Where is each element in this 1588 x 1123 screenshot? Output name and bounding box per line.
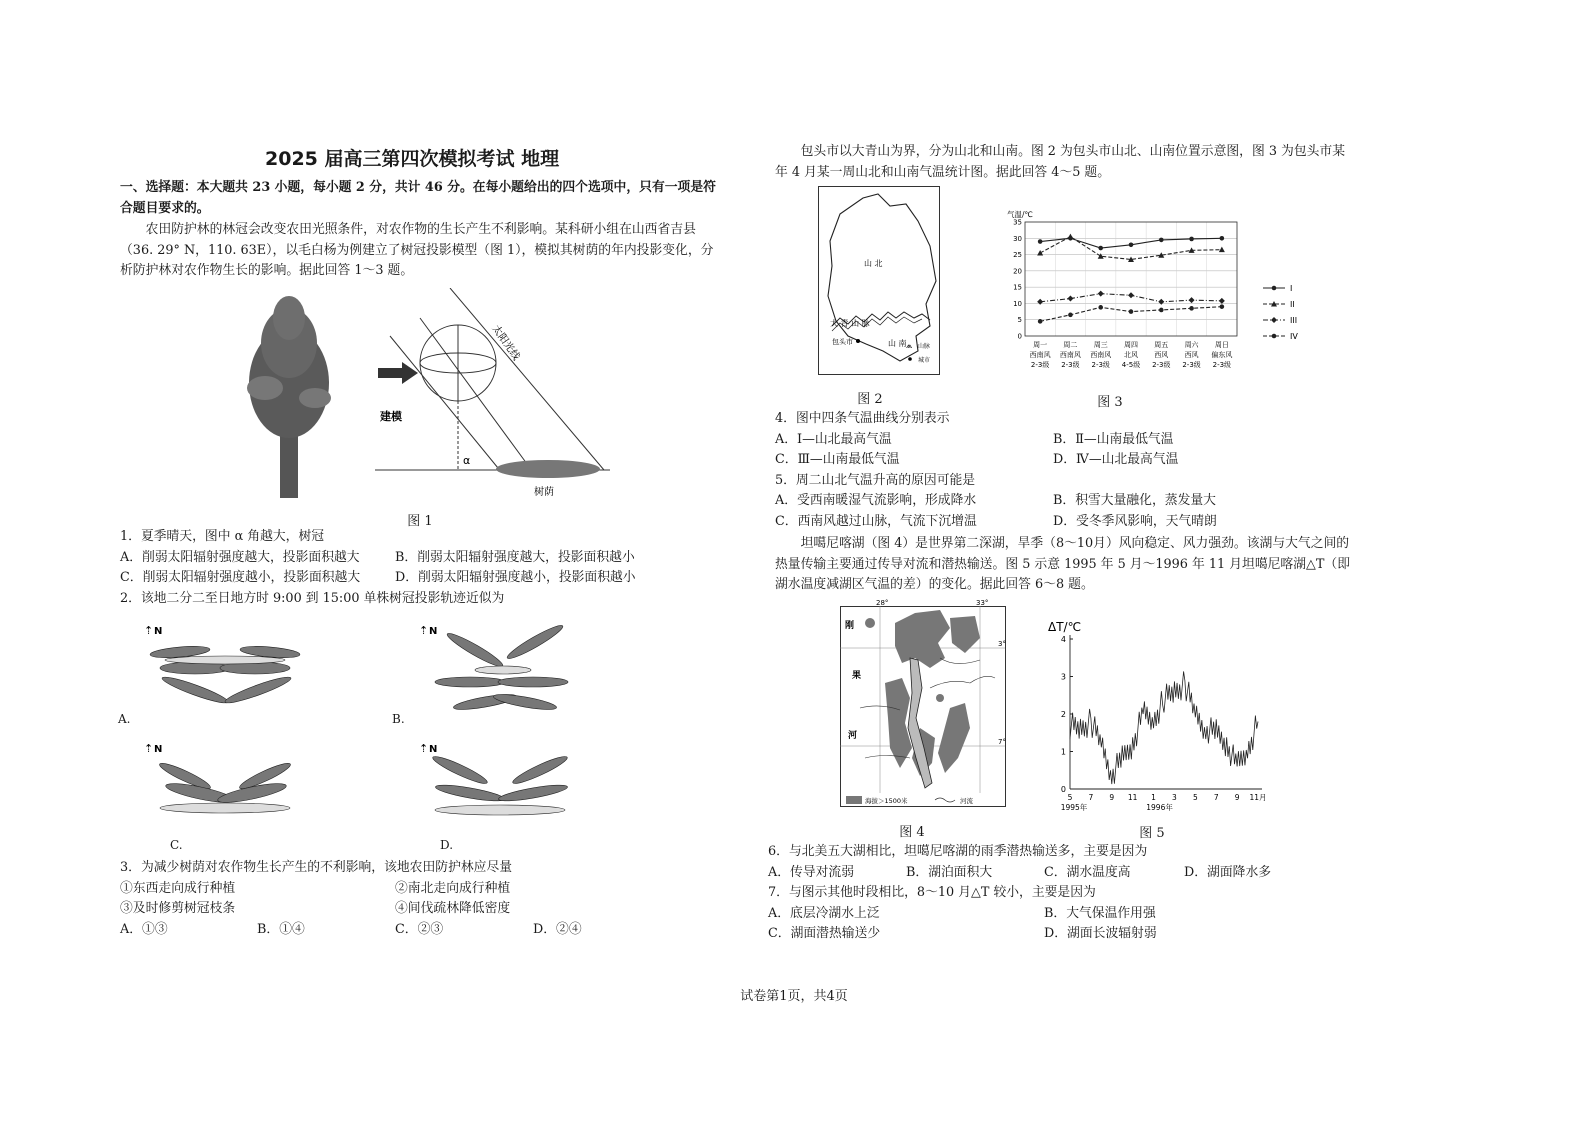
build-label: 建模 xyxy=(380,410,402,423)
q5-option-d[interactable]: D．受冬季风影响，天气晴朗 xyxy=(1053,513,1217,529)
x-tick-label: 周五 xyxy=(1154,341,1169,349)
x-tick-label: 2-3级 xyxy=(1182,361,1201,369)
x-tick-label: 周四 xyxy=(1124,341,1138,349)
data-point xyxy=(1038,239,1043,244)
data-point xyxy=(1098,305,1103,310)
data-point xyxy=(1068,313,1073,318)
crown-sphere xyxy=(420,325,496,401)
x-tick-label: 周日 xyxy=(1214,341,1229,349)
altitude-legend-label: 海拔＞1500米 xyxy=(865,797,908,805)
shade-label: 树荫 xyxy=(534,487,554,498)
q2-label-d: D. xyxy=(440,838,454,852)
alpha-label: α xyxy=(463,454,471,467)
year-label: 1995年 xyxy=(1060,803,1088,812)
q4-option-a[interactable]: A．Ⅰ—山北最高气温 xyxy=(775,431,892,447)
q6-option-d[interactable]: D．湖面降水多 xyxy=(1184,864,1272,880)
data-point xyxy=(1220,236,1225,241)
y-tick-label: 0 xyxy=(1060,785,1066,794)
mountain-legend-label: 山脉 xyxy=(918,343,931,350)
north-label: N xyxy=(154,744,163,755)
q3-option-b[interactable]: B．①④ xyxy=(257,921,305,937)
y-tick-label: 35 xyxy=(1013,218,1022,227)
question-1 xyxy=(120,527,725,609)
region-north-label: 山 北 xyxy=(864,259,883,268)
question-2-stem: 2．该地二分二至日地方时 9:00 到 15:00 单株树冠投影轨迹近似为 xyxy=(120,590,505,606)
y-tick-label: 1 xyxy=(1060,747,1066,757)
section-heading: 一、选择题：本大题共 23 小题，每小题 2 分，共计 46 分。在每小题给出的四个选项中，只有一项是符合题目要求的。 xyxy=(120,180,716,216)
page-title: 2025 届高三第四次模拟考试 地理 xyxy=(265,148,560,170)
q7-option-a[interactable]: A．底层冷湖水上泛 xyxy=(768,905,880,921)
region-label-3: 河 xyxy=(848,731,858,741)
intro-paragraph-1: 农田防护林的林冠会改变农田光照条件，对农作物的生长产生不利影响。某科研小组在山西省吉县（36. 29° N，110. 63E），以毛白杨为例建立了树冠投影模型（图 1），模拟其树荫的年内投影变化，分析防护林对农作物生长的影响。据此回答 1～3 题。 xyxy=(120,222,714,278)
data-point xyxy=(1129,243,1134,248)
x-tick-label: 西南风 xyxy=(1059,351,1081,359)
q2-diagram-c[interactable] xyxy=(140,738,310,828)
series-line-II xyxy=(1040,237,1222,260)
north-arrow-icon: ⇡ xyxy=(419,742,429,755)
x-tick-label: 2-3级 xyxy=(1212,361,1232,369)
tree-illustration xyxy=(247,296,331,498)
y-tick-label: 10 xyxy=(1013,299,1022,308)
data-point xyxy=(1128,292,1134,298)
north-arrow-icon: ⇡ xyxy=(144,742,154,755)
figure-3-caption: 图 3 xyxy=(1097,395,1123,410)
q3-statement-3: ③及时修剪树冠枝条 xyxy=(120,901,236,916)
data-point xyxy=(1067,296,1073,302)
legend-label: I xyxy=(1290,284,1293,293)
y-tick-label: 2 xyxy=(1060,710,1066,719)
question-7-stem: 7．与图示其他时段相比，8～10 月△T 较小，主要是因为 xyxy=(768,885,1096,900)
data-point xyxy=(1158,299,1164,305)
q4-option-b[interactable]: B．Ⅱ—山南最低气温 xyxy=(1053,431,1174,447)
q7-option-c[interactable]: C．湖面潜热输送少 xyxy=(768,926,881,941)
question-4-5 xyxy=(775,409,1355,532)
north-label: N xyxy=(154,626,163,637)
q4-option-c[interactable]: C．Ⅲ—山南最低气温 xyxy=(775,452,900,467)
figure-2-caption: 图 2 xyxy=(857,392,883,407)
x-tick-label: 1 xyxy=(1151,793,1156,802)
city-label: 包头市 xyxy=(832,338,853,346)
q6-option-a[interactable]: A．传导对流弱 xyxy=(768,864,855,880)
q1-option-b[interactable]: B．削弱太阳辐射强度越大，投影面积越小 xyxy=(395,549,635,565)
y-tick-label: 25 xyxy=(1013,251,1022,260)
y-axis-label: ΔT/℃ xyxy=(1048,620,1082,634)
figure-5-chart xyxy=(1040,615,1280,815)
q2-label-b: B. xyxy=(392,712,405,726)
tree-shade xyxy=(496,460,600,478)
lon-label-2: 33° xyxy=(976,599,989,607)
q2-diagram-b[interactable] xyxy=(415,620,585,715)
city-marker xyxy=(856,339,860,343)
north-label: N xyxy=(429,744,438,755)
figure-3-chart xyxy=(1005,208,1315,383)
x-tick-label: 5 xyxy=(1067,793,1073,802)
north-label: N xyxy=(429,626,438,637)
figure-1 xyxy=(230,288,620,503)
y-axis-label: 气温/℃ xyxy=(1007,210,1033,219)
data-point xyxy=(1219,247,1225,253)
x-tick-label: 7 xyxy=(1088,793,1094,802)
data-point xyxy=(1038,319,1043,324)
question-1-stem: 1．夏季晴天，图中 α 角越大，树冠 xyxy=(120,529,325,544)
q3-option-c[interactable]: C．②③ xyxy=(395,921,444,937)
build-arrow xyxy=(378,362,418,384)
data-point xyxy=(1037,250,1043,256)
x-tick-label: 2-3级 xyxy=(1061,361,1080,369)
q2-label-a: A. xyxy=(118,712,131,726)
figure-5-caption: 图 5 xyxy=(1139,826,1165,841)
x-tick-label: 2-3级 xyxy=(1152,361,1171,369)
x-tick-label: 西南风 xyxy=(1090,351,1112,359)
city-legend-icon xyxy=(908,357,912,361)
q7-option-b[interactable]: B．大气保温作用强 xyxy=(1044,905,1156,921)
lat-label-1: 3° xyxy=(998,640,1006,648)
legend-label: II xyxy=(1290,300,1295,309)
y-tick-label: 4 xyxy=(1060,635,1066,644)
question-4-stem: 4．图中四条气温曲线分别表示 xyxy=(775,411,950,426)
region-south-label: 山 南 xyxy=(888,339,907,348)
delta-t-series-line xyxy=(1070,671,1258,784)
legend-marker xyxy=(1272,334,1277,339)
x-tick-label: 周二 xyxy=(1063,341,1078,349)
q3-statement-2: ②南北走向成行种植 xyxy=(395,880,511,896)
x-tick-label: 西风 xyxy=(1184,351,1199,359)
q3-option-a[interactable]: A．①③ xyxy=(120,921,168,937)
data-point xyxy=(1189,306,1194,311)
x-tick-label: 2-3级 xyxy=(1091,361,1110,369)
x-tick-label: 2-3级 xyxy=(1030,361,1050,369)
q2-label-c: C. xyxy=(170,838,183,852)
figure-4-caption: 图 4 xyxy=(899,825,925,840)
north-arrow-icon: ⇡ xyxy=(144,624,154,637)
y-tick-label: 30 xyxy=(1013,234,1022,243)
x-tick-label: 11月 xyxy=(1249,793,1267,802)
q3-statement-1: ①东西走向成行种植 xyxy=(120,880,236,896)
question-6-7 xyxy=(768,842,1358,945)
question-6-stem: 6．与北美五大湖相比，坦噶尼喀湖的雨季潜热输送多，主要是因为 xyxy=(768,844,1148,859)
data-point xyxy=(1189,237,1194,242)
lon-label-1: 28° xyxy=(876,599,889,607)
y-tick-label: 3 xyxy=(1060,672,1066,682)
data-point xyxy=(1159,308,1164,313)
data-point xyxy=(1219,298,1225,304)
lat-label-2: 7° xyxy=(998,738,1006,746)
question-3 xyxy=(120,858,725,940)
mountain-legend-icon: ⩕ xyxy=(906,341,913,350)
y-tick-label: 5 xyxy=(1017,316,1022,325)
x-tick-label: 9 xyxy=(1234,793,1240,802)
x-tick-label: 9 xyxy=(1109,793,1115,802)
x-tick-label: 3 xyxy=(1172,793,1177,802)
x-tick-label: 周六 xyxy=(1184,341,1199,349)
intro-paragraph-2: 包头市以大青山为界，分为山北和山南。图 2 为包头市山北、山南位置示意图，图 3 为包头市某年 4 月某一周山北和山南气温统计图。据此回答 4～5 题。 xyxy=(775,144,1346,180)
q5-option-b[interactable]: B．积雪大量融化，蒸发量大 xyxy=(1053,493,1216,508)
q1-option-d[interactable]: D．削弱太阳辐射强度越小，投影面积越小 xyxy=(395,570,636,585)
mountain-label: 大 青 山 脉 xyxy=(830,319,870,328)
data-point xyxy=(1159,238,1164,243)
x-tick-label: 北风 xyxy=(1124,351,1138,359)
legend-marker xyxy=(1271,317,1277,323)
q1-option-a[interactable]: A．削弱太阳辐射强度越大，投影面积越大 xyxy=(120,549,360,565)
sun-ray-label: 太阳光线 xyxy=(489,323,522,363)
altitude-legend-icon xyxy=(846,796,862,804)
series-line-IV xyxy=(1040,307,1222,322)
data-point xyxy=(1098,246,1103,251)
data-point xyxy=(1220,304,1225,309)
data-point xyxy=(1037,299,1043,305)
q3-option-d[interactable]: D．②④ xyxy=(533,921,582,937)
region-label-2: 果 xyxy=(852,671,862,681)
q7-option-d[interactable]: D．湖面长波辐射弱 xyxy=(1044,926,1157,941)
question-5-stem: 5．周二山北气温升高的原因可能是 xyxy=(775,472,976,488)
city-legend-label: 城市 xyxy=(918,357,931,364)
q5-option-a[interactable]: A．受西南暖湿气流影响，形成降水 xyxy=(775,493,977,508)
x-tick-label: 西南风 xyxy=(1029,351,1051,359)
data-point xyxy=(1067,234,1073,240)
x-tick-label: 周三 xyxy=(1093,341,1108,349)
region-label-1: 刚 xyxy=(845,621,855,631)
x-tick-label: 偏东风 xyxy=(1211,351,1233,359)
q3-statement-4: ④间伐疏林降低密度 xyxy=(395,901,511,916)
q1-option-c[interactable]: C．削弱太阳辐射强度越小，投影面积越大 xyxy=(120,570,361,585)
q5-option-c[interactable]: C．西南风越过山脉，气流下沉增温 xyxy=(775,513,977,529)
q6-option-c[interactable]: C．湖水温度高 xyxy=(1044,864,1131,880)
year-label: 1996年 xyxy=(1146,803,1173,812)
y-tick-label: 20 xyxy=(1013,267,1022,276)
data-point xyxy=(1189,297,1195,303)
x-tick-label: 西风 xyxy=(1154,351,1169,359)
data-point xyxy=(1129,309,1134,314)
data-point xyxy=(1098,291,1104,297)
figure-2-map xyxy=(818,186,940,376)
north-arrow-icon: ⇡ xyxy=(419,624,429,637)
x-tick-label: 4-5级 xyxy=(1121,361,1141,369)
page-footer: 试卷第1页，共4页 xyxy=(740,989,848,1004)
y-tick-label: 15 xyxy=(1013,283,1022,292)
river-legend-label: 河流 xyxy=(960,797,973,805)
q2-diagram-d[interactable] xyxy=(415,738,585,828)
legend-label: IV xyxy=(1290,332,1298,341)
y-tick-label: 0 xyxy=(1017,332,1022,341)
x-tick-label: 11 xyxy=(1127,793,1138,802)
q4-option-d[interactable]: D．Ⅳ—山北最高气温 xyxy=(1053,452,1179,467)
question-3-stem: 3．为减少树荫对农作物生长产生的不利影响，该地农田防护林应尽量 xyxy=(120,860,513,875)
intro-paragraph-3: 坦噶尼喀湖（图 4）是世界第二深湖，旱季（8～10月）风向稳定、风力强劲。该湖与大气之间的热量传输主要通过传导对流和潜热输送。图 5 示意 1995 年 5 月～1996 年 11 月坦噶尼喀湖△T（即湖水温度减湖区气温的差）的变化。据此回答 6～8 题。 xyxy=(775,536,1350,592)
legend-marker xyxy=(1272,286,1277,291)
sun-rays xyxy=(390,288,604,470)
q2-diagram-a[interactable] xyxy=(140,620,310,715)
figure-4-map xyxy=(840,598,1010,813)
figure-1-caption: 图 1 xyxy=(407,514,433,529)
legend-label: III xyxy=(1290,316,1298,325)
x-tick-label: 7 xyxy=(1213,793,1219,802)
x-tick-label: 5 xyxy=(1192,793,1198,802)
q6-option-b[interactable]: B．湖泊面积大 xyxy=(906,864,993,880)
x-tick-label: 周一 xyxy=(1033,341,1048,349)
